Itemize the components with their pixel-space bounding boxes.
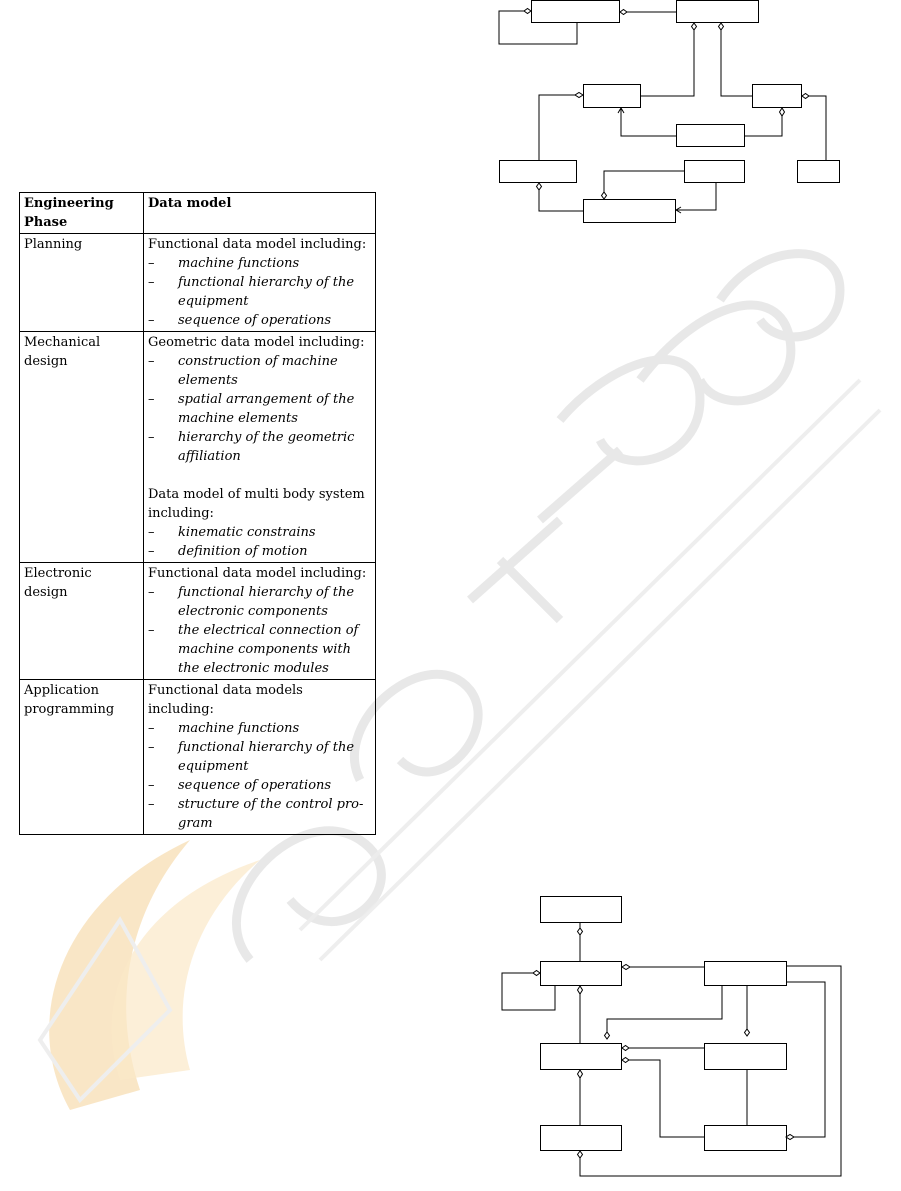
list-item-text: functional hierarchy of the equipment xyxy=(178,740,355,774)
phase-cell: Application programming xyxy=(20,680,144,835)
data-model-intro: Functional data models including: xyxy=(148,683,303,717)
list-dash: – xyxy=(148,275,155,290)
header-engineering-phase: Engineering Phase xyxy=(20,193,144,234)
list-dash: – xyxy=(148,721,155,736)
diagram-box xyxy=(541,1126,622,1151)
diagram-box xyxy=(705,962,787,986)
list-item-text: structure of the control pro-gram xyxy=(178,797,364,831)
data-model-intro: Data model of multi body system including: xyxy=(148,487,365,521)
list-dash: – xyxy=(148,430,155,445)
diagram-box xyxy=(541,1044,622,1070)
list-item-text: machine functions xyxy=(178,256,300,271)
list-dash: – xyxy=(148,797,155,812)
list-item-text: sequence of operations xyxy=(178,313,332,328)
list-dash: – xyxy=(148,313,155,328)
list-item-text: the electrical connection of machine components with the electronic modules xyxy=(178,623,359,676)
list-dash: – xyxy=(148,525,155,540)
list-item-text: definition of motion xyxy=(178,544,308,559)
list-dash: – xyxy=(148,623,155,638)
list-item-text: construction of machine elements xyxy=(178,354,338,388)
phase-cell: Mechanical design xyxy=(20,332,144,563)
diagram-box xyxy=(705,1044,787,1070)
diagram-box xyxy=(541,962,622,986)
phase-cell: Electronic design xyxy=(20,563,144,680)
list-item-text: sequence of operations xyxy=(178,778,332,793)
list-dash: – xyxy=(148,354,155,369)
list-dash: – xyxy=(148,256,155,271)
diagram-box xyxy=(705,1126,787,1151)
phase-cell: Planning xyxy=(20,234,144,332)
diagram-box xyxy=(541,897,622,923)
list-item-text: functional hierarchy of the electronic components xyxy=(178,585,355,619)
list-dash: – xyxy=(148,740,155,755)
list-item-text: kinematic constrains xyxy=(178,525,316,540)
data-model-intro: Functional data model including: xyxy=(148,566,367,581)
list-item-text: spatial arrangement of the machine elements xyxy=(178,392,355,426)
list-dash: – xyxy=(148,544,155,559)
header-data-model: Data model xyxy=(144,193,376,234)
list-item-text: hierarchy of the geometric affiliation xyxy=(178,430,355,464)
data-model-intro: Geometric data model including: xyxy=(148,335,365,350)
list-dash: – xyxy=(148,585,155,600)
list-dash: – xyxy=(148,392,155,407)
list-item-text: machine functions xyxy=(178,721,300,736)
list-item-text: functional hierarchy of the equipment xyxy=(178,275,355,309)
list-dash: – xyxy=(148,778,155,793)
data-model-intro: Functional data model including: xyxy=(148,237,367,252)
